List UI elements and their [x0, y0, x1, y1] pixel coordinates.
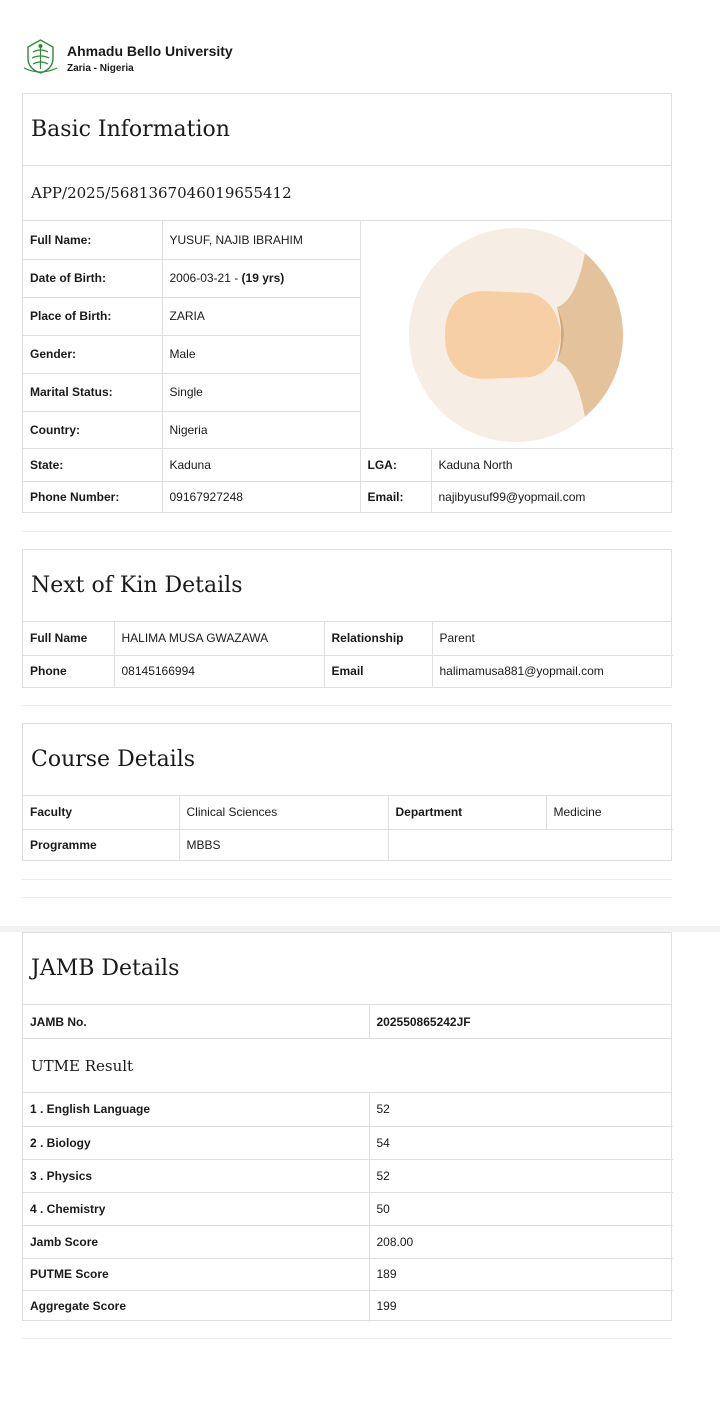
- table-row: [23, 1192, 673, 1225]
- department-value: Medicine: [546, 796, 673, 829]
- jamb-number-table: [23, 1005, 673, 1038]
- table-row: [23, 1126, 673, 1159]
- table-row: [23, 1258, 673, 1290]
- utme-result-title: UTME Result: [23, 1038, 671, 1093]
- subject-label: 3 . Physics: [23, 1159, 369, 1192]
- age-value: (19 yrs): [241, 271, 285, 285]
- programme-value: MBBS: [179, 829, 388, 860]
- email-label: Email:: [360, 481, 431, 513]
- full-name-value: YUSUF, NAJIB IBRAHIM: [162, 221, 360, 259]
- jamb-number-value: 202550865242JF: [369, 1005, 673, 1038]
- kin-phone-value: 08145166994: [114, 655, 324, 687]
- subject-label: 4 . Chemistry: [23, 1192, 369, 1225]
- basic-info-table: [23, 221, 673, 513]
- empty-cell: [388, 829, 673, 860]
- kin-name-value: HALIMA MUSA GWAZAWA: [114, 622, 324, 655]
- table-row: [23, 1225, 673, 1258]
- photo-cell: [360, 221, 673, 448]
- next-of-kin-table: [23, 622, 673, 687]
- phone-number-value: 09167927248: [162, 481, 360, 513]
- pob-label: Place of Birth:: [23, 297, 162, 335]
- gender-value: Male: [162, 335, 360, 373]
- divider: [22, 1338, 672, 1339]
- state-label: State:: [23, 448, 162, 481]
- table-row: [23, 1290, 673, 1322]
- pob-value: ZARIA: [162, 297, 360, 335]
- kin-name-label: Full Name: [23, 622, 114, 655]
- email-value: najibyusuf99@yopmail.com: [431, 481, 673, 513]
- phone-number-label: Phone Number:: [23, 481, 162, 513]
- aggregate-score-label: Aggregate Score: [23, 1290, 369, 1322]
- course-details-card: [22, 723, 672, 861]
- lga-label: LGA:: [360, 448, 431, 481]
- faculty-label: Faculty: [23, 796, 179, 829]
- jamb-score-label: Jamb Score: [23, 1225, 369, 1258]
- dob-label: Date of Birth:: [23, 259, 162, 297]
- page-header: [22, 38, 233, 76]
- university-location: Zaria - Nigeria: [67, 63, 134, 74]
- table-row: [23, 481, 673, 513]
- dob-date: 2006-03-21 -: [169, 271, 242, 285]
- country-label: Country:: [23, 411, 162, 448]
- table-row: [23, 796, 673, 829]
- marital-status-label: Marital Status:: [23, 373, 162, 411]
- kin-relationship-label: Relationship: [324, 622, 432, 655]
- next-of-kin-title: Next of Kin Details: [23, 550, 671, 622]
- profile-photo-placeholder: [361, 221, 672, 447]
- subject-score: 54: [369, 1126, 673, 1159]
- programme-label: Programme: [23, 829, 179, 860]
- putme-score-value: 189: [369, 1258, 673, 1290]
- application-number: APP/2025/5681367046019655412: [23, 166, 671, 221]
- country-value: Nigeria: [162, 411, 360, 448]
- table-row: [23, 221, 673, 259]
- subject-label: 2 . Biology: [23, 1126, 369, 1159]
- subject-score: 52: [369, 1159, 673, 1192]
- state-value: Kaduna: [162, 448, 360, 481]
- next-of-kin-card: [22, 549, 672, 688]
- divider: [22, 897, 672, 898]
- subject-score: 50: [369, 1192, 673, 1225]
- full-name-label: Full Name:: [23, 221, 162, 259]
- kin-email-value: halimamusa881@yopmail.com: [432, 655, 673, 687]
- divider: [22, 705, 672, 706]
- kin-relationship-value: Parent: [432, 622, 673, 655]
- subject-score: 52: [369, 1093, 673, 1126]
- aggregate-score-value: 199: [369, 1290, 673, 1322]
- table-row: [23, 829, 673, 860]
- table-row: [23, 1093, 673, 1126]
- basic-information-title: Basic Information: [23, 94, 671, 166]
- table-row: [23, 655, 673, 687]
- kin-phone-label: Phone: [23, 655, 114, 687]
- subject-label: 1 . English Language: [23, 1093, 369, 1126]
- university-name: Ahmadu Bello University: [67, 43, 233, 59]
- department-label: Department: [388, 796, 546, 829]
- dob-value: [162, 259, 360, 297]
- jamb-score-value: 208.00: [369, 1225, 673, 1258]
- lga-value: Kaduna North: [431, 448, 673, 481]
- kin-email-label: Email: [324, 655, 432, 687]
- putme-score-label: PUTME Score: [23, 1258, 369, 1290]
- table-row: [23, 1159, 673, 1192]
- basic-information-card: [22, 93, 672, 513]
- course-details-title: Course Details: [23, 724, 671, 796]
- abu-crest-icon: [22, 38, 59, 75]
- jamb-details-title: JAMB Details: [23, 933, 671, 1005]
- faculty-value: Clinical Sciences: [179, 796, 388, 829]
- jamb-number-label: JAMB No.: [23, 1005, 369, 1038]
- table-row: [23, 448, 673, 481]
- table-row: [23, 1005, 673, 1038]
- marital-status-value: Single: [162, 373, 360, 411]
- jamb-details-card: [22, 932, 672, 1321]
- course-details-table: [23, 796, 673, 860]
- divider: [22, 879, 672, 880]
- divider: [22, 531, 672, 532]
- table-row: [23, 622, 673, 655]
- gender-label: Gender:: [23, 335, 162, 373]
- utme-result-table: [23, 1093, 673, 1322]
